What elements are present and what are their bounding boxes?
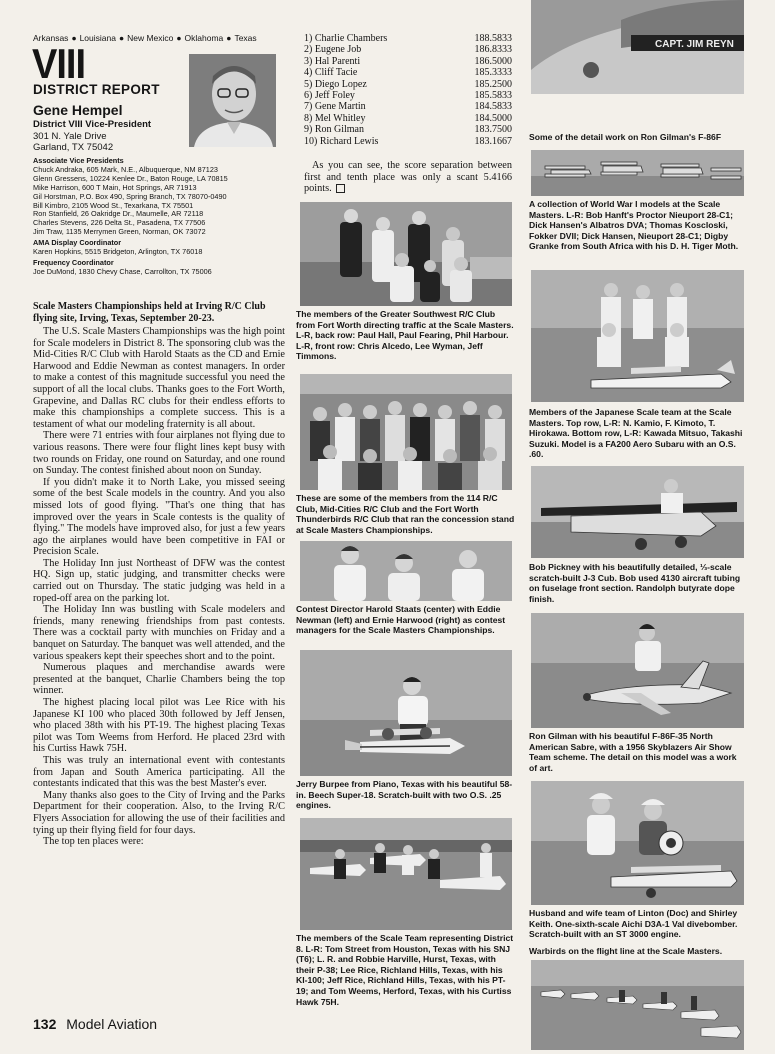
place-score: 185.3333 bbox=[474, 67, 512, 79]
region-states: Arkansas ● Louisiana ● New Mexico ● Oklahoma ● Texas bbox=[33, 33, 257, 43]
photo-caption: Ron Gilman with his beautiful F-86F-35 North American Sabre, with a 1956 Skyblazers Air Show Team scheme. The detail on this model was a work of art. bbox=[529, 731, 737, 773]
place-row bbox=[304, 79, 512, 90]
photo-japanese-team bbox=[531, 270, 744, 402]
ama-contact: Karen Hopkins, 5515 Bridgeton, Arlington, TX 76018 bbox=[33, 247, 203, 257]
avp-contact: Charles Stevens, 226 Delta St., Pasadena, TX 77506 bbox=[33, 218, 206, 228]
photo-caption: Contest Director Harold Staats (center) with Eddie Newman (left) and Ernie Harwood (right) as contest managers for the Scale Masters Championships. bbox=[296, 604, 506, 636]
photo-caption: Jerry Burpee from Piano, Texas with his beautiful 58-in. Beech Super-18. Scratch-built with two O.S. .25 engines. bbox=[296, 779, 513, 811]
article-headline: Scale Masters Championships held at Irving R/C Club flying site, Irving, Texas, September 20-23. bbox=[33, 301, 266, 324]
place-name: 10) Richard Lewis bbox=[304, 135, 379, 147]
paragraph: The top ten places were: bbox=[43, 836, 144, 848]
magazine-name: Model Aviation bbox=[66, 1016, 158, 1032]
paragraph: The Holiday Inn was bustling with Scale modelers and friends, many renewing friendships from past contests. There was a cocktail party with munchies on Friday and a banquet on Saturday. The banquet was well attended, and the various speakers kept their speeches short and to the point. bbox=[33, 604, 285, 662]
section-title: DISTRICT REPORT bbox=[33, 82, 160, 97]
place-score: 185.5833 bbox=[474, 90, 512, 102]
freq-header: Frequency Coordinator bbox=[33, 257, 114, 267]
photo-club-members bbox=[300, 202, 512, 306]
place-name: 8) Mel Whitley bbox=[304, 112, 366, 124]
state-name: New Mexico bbox=[127, 33, 174, 43]
paragraph: The highest placing local pilot was Lee Rice with his Japanese KI 100 who placed 30th followed by Jeff Jensen, who placed 38th with his PT-19. The highest placing Texas pilot was Tom Weems from Herford. He placed 23rd with his Curtiss Hawk 75H. bbox=[33, 697, 285, 755]
photo-wwi-models bbox=[531, 150, 744, 196]
place-name: 5) Diego Lopez bbox=[304, 78, 367, 90]
state-name: Louisiana bbox=[79, 33, 116, 43]
avp-contact: Gil Horstman, P.O. Box 490, Spring Branch, TX 78070-0490 bbox=[33, 191, 227, 201]
paragraph: Many thanks also goes to the City of Irving and the Parks Department for their cooperation. Also, to the Irving R/C Flyers Association for allowing the use of their facilities and tying up their flying field for four days. bbox=[33, 789, 285, 836]
rep-address-line: Garland, TX 75042 bbox=[33, 142, 114, 153]
photo-caption: Members of the Japanese Scale team at the Scale Masters. Top row, L-R: N. Kamio, F. Kimoto, T. Hirokawa. Bottom row, L-R: Kawada Mitsuo, Takashi Suzuki. Model is a FA200 Aero Subaru with an O.S. .60. bbox=[529, 407, 743, 460]
photo-caption: These are some of the members from the 114 R/C Club, Mid-Cities R/C Club and the Fort Worth Thunderbirds R/C Club that ran the concession stand at Scale Masters Championships. bbox=[296, 493, 515, 535]
nameplate-text: CAPT. JIM REYN bbox=[655, 39, 734, 50]
freq-contact: Joe DuMond, 1830 Chevy Chase, Carrollton, TX 75006 bbox=[33, 266, 212, 276]
avp-contact: Bill Kimbro, 2105 Wood St., Texarkana, TX 75501 bbox=[33, 200, 194, 210]
photo-caption: Some of the detail work on Ron Gilman's F-86F bbox=[529, 132, 722, 142]
place-row bbox=[304, 90, 512, 101]
place-score: 184.5833 bbox=[474, 101, 512, 113]
paragraph: If you didn't make it to North Lake, you missed seeing some of the best Scale models in the country. And you also missed lots of good flying. "That's one thing that has improved over the years in Scale contests is the quality of flying." The models have improved also, for just a few years ago the airplanes would have been competitive in FAI or Precision Scale. bbox=[33, 476, 285, 558]
contacts-block bbox=[33, 155, 285, 277]
place-name: 6) Jeff Foley bbox=[304, 90, 355, 102]
photo-val-divebomber bbox=[531, 781, 744, 905]
place-score: 186.5000 bbox=[474, 55, 512, 67]
place-score: 183.1667 bbox=[474, 135, 512, 147]
paragraph: This was truly an international event with contestants from Japan and South America participating. All the contestants indicated that this was the best Master's ever. bbox=[33, 754, 285, 790]
place-row bbox=[304, 33, 512, 44]
closing-paragraph bbox=[304, 160, 512, 195]
avp-header: Associate Vice Presidents bbox=[33, 156, 124, 165]
avp-contact: Jim Traw, 1135 Merrymen Green, Norman, OK 73072 bbox=[33, 227, 206, 237]
photo-warbirds-flight-line bbox=[531, 960, 744, 1050]
avp-contact: Ron Stanfield, 26 Oakridge Dr., Maumelle, AR 72118 bbox=[33, 209, 204, 219]
place-row bbox=[304, 136, 512, 147]
place-score: 183.7500 bbox=[474, 124, 512, 136]
place-row bbox=[304, 44, 512, 55]
ama-header: AMA Display Coordinator bbox=[33, 238, 122, 248]
photo-caption: Warbirds on the flight line at the Scale Masters. bbox=[529, 946, 723, 956]
photo-caption: A collection of World War I models at the Scale Masters. L-R: Bob Hanft's Proctor Nieuport 28-C1; Dick Hansen's Albatros DVA; Thomas Koscloski, Fokker DVII; Dick Hansen, Nieuport 28-C1; Digby Granke from South Africa with his D. H. Tiger Moth. bbox=[529, 199, 739, 252]
place-score: 188.5833 bbox=[474, 33, 512, 44]
top-ten-list bbox=[304, 33, 512, 147]
photo-caption: Husband and wife team of Linton (Doc) and Shirley Keith. One-sixth-scale Aichi D3A-1 Val divebomber. Scratch-built with an ST 3000 engine. bbox=[529, 908, 738, 940]
photo-scale-team bbox=[300, 818, 512, 930]
paragraph: Numerous plaques and merchandise awards were presented at the banquet, Charlie Chambers being the top winner. bbox=[33, 662, 285, 697]
district-numeral: VIII bbox=[32, 41, 86, 88]
place-row bbox=[304, 67, 512, 78]
place-row bbox=[304, 56, 512, 67]
state-name: Texas bbox=[234, 33, 257, 43]
photo-f86-detail bbox=[531, 0, 744, 94]
place-name: 9) Ron Gilman bbox=[304, 124, 364, 136]
place-name: 3) Hal Parenti bbox=[304, 55, 361, 67]
state-name: Oklahoma bbox=[184, 33, 224, 43]
place-name: 7) Gene Martin bbox=[304, 101, 366, 113]
place-name: 4) Cliff Tacie bbox=[304, 67, 358, 79]
rep-name: Gene Hempel bbox=[33, 102, 123, 118]
place-row bbox=[304, 113, 512, 124]
photo-f86-sabre bbox=[531, 613, 744, 728]
page-footer bbox=[33, 1016, 157, 1032]
avp-contact: Glenn Gressens, 10224 Kenlee Dr., Baton Rouge, LA 70815 bbox=[33, 173, 228, 183]
place-score: 185.2500 bbox=[474, 78, 512, 90]
rep-address-line: 301 N. Yale Drive bbox=[33, 131, 107, 142]
photo-contest-directors bbox=[300, 541, 512, 601]
photo-j3-cub bbox=[531, 466, 744, 558]
page-number: 132 bbox=[33, 1016, 57, 1032]
article-body bbox=[33, 326, 285, 848]
photo-beech-super18 bbox=[300, 650, 512, 776]
place-name: 2) Eugene Job bbox=[304, 44, 362, 56]
paragraph: The U.S. Scale Masters Championships was the high point for Scale modelers in District 8. The sponsoring club was the Mid-Cities R/C Club with Harold Staats as the CD and Ernie Harwood and Eddie Newman as contest managers. In order to make a contest of this magnitude successful you need the support of all the local clubs. Thanks goes to the Fort Worth, Grapevine, and Dallas RC clubs for their endless efforts to make this championships a complete success. This is a testament of what our modeling fraternity is all about. bbox=[33, 326, 285, 430]
avp-contact: Chuck Andraka, 605 Mark, N.E., Albuquerque, NM 87123 bbox=[33, 164, 218, 174]
end-mark-icon bbox=[336, 184, 345, 193]
photo-caption: The members of the Greater Southwest R/C Club from Fort Worth directing traffic at the Scale Masters. L-R, back row: Paul Hall, Paul Fearing, Phil Harbour. L-R, front row: Chris Alcedo, Lee Wyman, Jeff Timmons. bbox=[296, 309, 514, 362]
closing-text: As you can see, the score separation between first and tenth place was only a scant 5.4166 points. bbox=[304, 160, 512, 195]
photo-caption: The members of the Scale Team representing District 8. L-R: Tom Street from Houston, Texas with his SNJ (T6); L. R. and Robbie Harville, Hurst, Texas, with their P-38; Lee Rice, Richland Hills, Texas, with his KI-100; Jeff Rice, Richland Hills, Texas, with his PT-19; and Tom Weems, Herford, Texas, with his Curtiss Hawk 75H. bbox=[296, 933, 514, 1007]
photo-concession-crew bbox=[300, 374, 512, 490]
photo-caption: Bob Pickney with his beautifully detailed, ⅓-scale scratch-built J-3 Cub. Bob used 4130 aircraft tubing on fuselage front section. Randolph butyrate dope finish. bbox=[529, 562, 741, 604]
place-name: 1) Charlie Chambers bbox=[304, 33, 388, 44]
paragraph: The Holiday Inn just Northeast of DFW was the contest HQ. Sign up, static judging, and transmitter checks were carried out on Thursday. The static judging was held in a roped-off area on the parking lot. bbox=[33, 557, 285, 604]
place-row bbox=[304, 124, 512, 135]
state-name: Arkansas bbox=[33, 33, 69, 43]
avp-contact: Mike Harrison, 600 T Main, Hot Springs, AR 71913 bbox=[33, 182, 197, 192]
place-score: 184.5000 bbox=[474, 112, 512, 124]
paragraph: There were 71 entries with four airplanes not flying due to various reasons. There were four flight lines kept busy with two rounds on Friday, one round on Saturday, and one round on Sunday. The contest finished about noon on Sunday. bbox=[33, 430, 285, 477]
place-score: 186.8333 bbox=[474, 44, 512, 56]
place-row bbox=[304, 101, 512, 112]
rep-portrait-photo bbox=[189, 54, 276, 147]
rep-title: District VIII Vice-President bbox=[33, 119, 152, 130]
